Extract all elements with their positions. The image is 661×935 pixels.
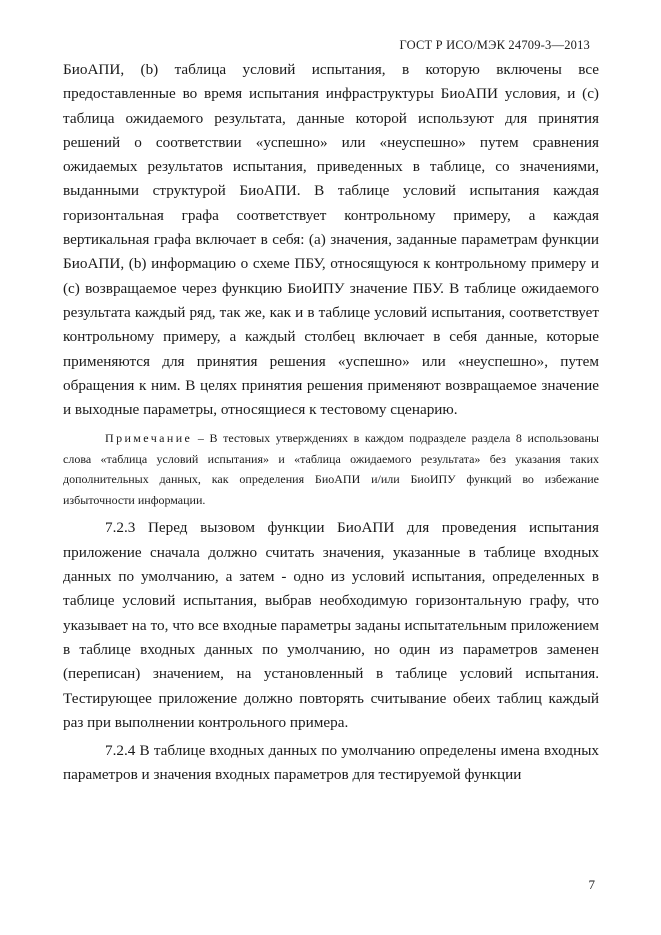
paragraph-continuation: БиоАПИ, (b) таблица условий испытания, в которую включены все предоставленные во время испытания инфраструктуры БиоАПИ условия, и (с) таблица ожидаемого результата, данные которой используют для принятия решений о соответствии «успешно» или «неуспешно» путем сравнения ожидаемых результатов испытания, приведенных в таблице, со значениями, выданными структурой БиоАПИ. В таблице условий испытания каждая горизонтальная графа соответствует контрольному примеру, а каждая вертикальная графа включает в себя: (а) значения, заданные параметрам функции БиоАПИ, (b) информацию о схеме ПБУ, относящуюся к контрольному примеру и (с) возвращаемое через функцию БиоИПУ значение ПБУ. В таблице ожидаемого результата каждый ряд, так же, как и в таблице условий испытания, соответствует контрольному примеру, а каждый столбец включает в себя данные, которые применяются для принятия решения «успешно» или «неуспешно», путем обращения к ним. В целях принятия решения применяют возвращаемое значение и выходные параметры, относящиеся к тестовому сценарию.: [63, 61, 599, 419]
note-text: – В тестовых утверждениях в каждом подразделе раздела 8 использованы слова «таблица условий испытания» и «таблица ожидаемого результата» без указания таких дополнительных данных, как определения БиоАПИ и/или БиоИПУ функций во избежание избыточности информации.: [63, 431, 599, 507]
note-label: Примечание: [105, 431, 193, 446]
note-paragraph: [63, 428, 599, 510]
document-body: [63, 58, 599, 788]
paragraph-7-2-4: 7.2.4 В таблице входных данных по умолчанию определены имена входных параметров и значения входных параметров для тестируемой функции: [63, 742, 599, 784]
page-number: 7: [588, 877, 595, 892]
paragraph-7-2-3: 7.2.3 Перед вызовом функции БиоАПИ для проведения испытания приложение сначала должно считать значения, указанные в таблице входных данных по умолчанию, а затем - одно из условий испытания, определенных в таблице условий испытания, выбрав необходимую горизонтальную графу, что указывает на то, что все входные параметры заданы испытательным приложением в таблице входных данных по умолчанию, но один из параметров заменен (переписан) значением, на установленный в таблице условий испытания. Тестирующее приложение должно повторять считывание обеих таблиц каждый раз при выполнении контрольного примера.: [63, 519, 599, 731]
document-code-header: ГОСТ Р ИСО/МЭК 24709-3—2013: [399, 38, 590, 52]
